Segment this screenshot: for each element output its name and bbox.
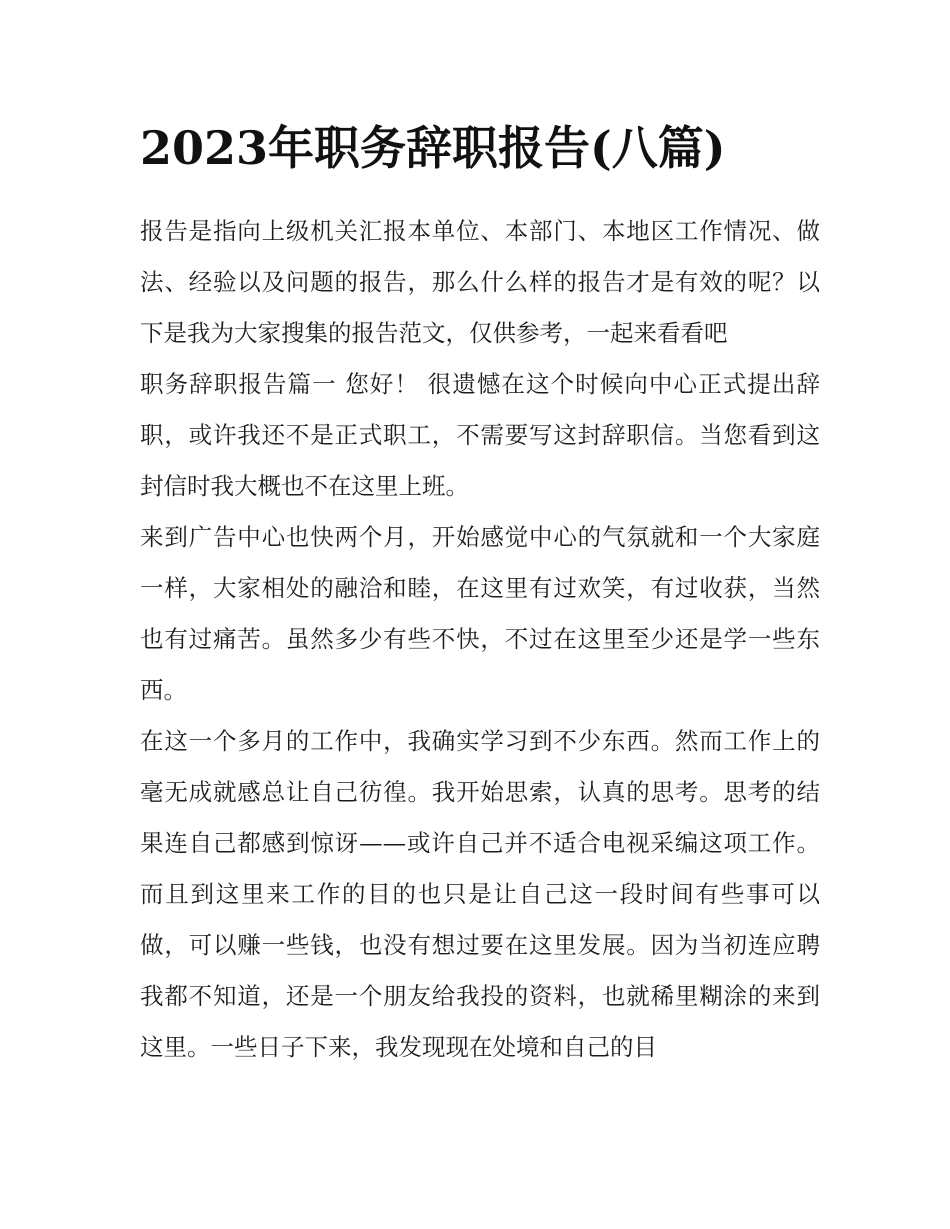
- paragraph-1: 职务辞职报告篇一 您好！ 很遗憾在这个时候向中心正式提出辞职，或许我还不是正式职工，不需要写这封辞职信。当您看到这封信时我大概也不在这里上班。: [140, 370, 820, 500]
- paragraph-2: 来到广告中心也快两个月，开始感觉中心的气氛就和一个大家庭一样，大家相处的融洽和睦，在这里有过欢笑，有过收获，当然也有过痛苦。虽然多少有些不快，不过在这里至少还是学一些东西。: [140, 523, 820, 704]
- document-title: 2023年职务辞职报告(八篇): [140, 121, 726, 175]
- paragraph-intro: 报告是指向上级机关汇报本单位、本部门、本地区工作情况、做法、经验以及问题的报告，那么什么样的报告才是有效的呢？以下是我为大家搜集的报告范文，仅供参考，一起来看看吧: [140, 217, 820, 347]
- document-body: [140, 112, 820, 1073]
- paragraph-3: 在这一个多月的工作中，我确实学习到不少东西。然而工作上的毫无成就感总让自己彷徨。我开始思索，认真的思考。思考的结果连自己都感到惊讶——或许自己并不适合电视采编这项工作。而且到这里来工作的目的也只是让自己这一段时间有些事可以做，可以赚一些钱，也没有想过要在这里发展。因为当初连应聘我都不知道，还是一个朋友给我投的资料，也就稀里糊涂的来到这里。一些日子下来，我发现现在处境和自己的目: [140, 727, 820, 1061]
